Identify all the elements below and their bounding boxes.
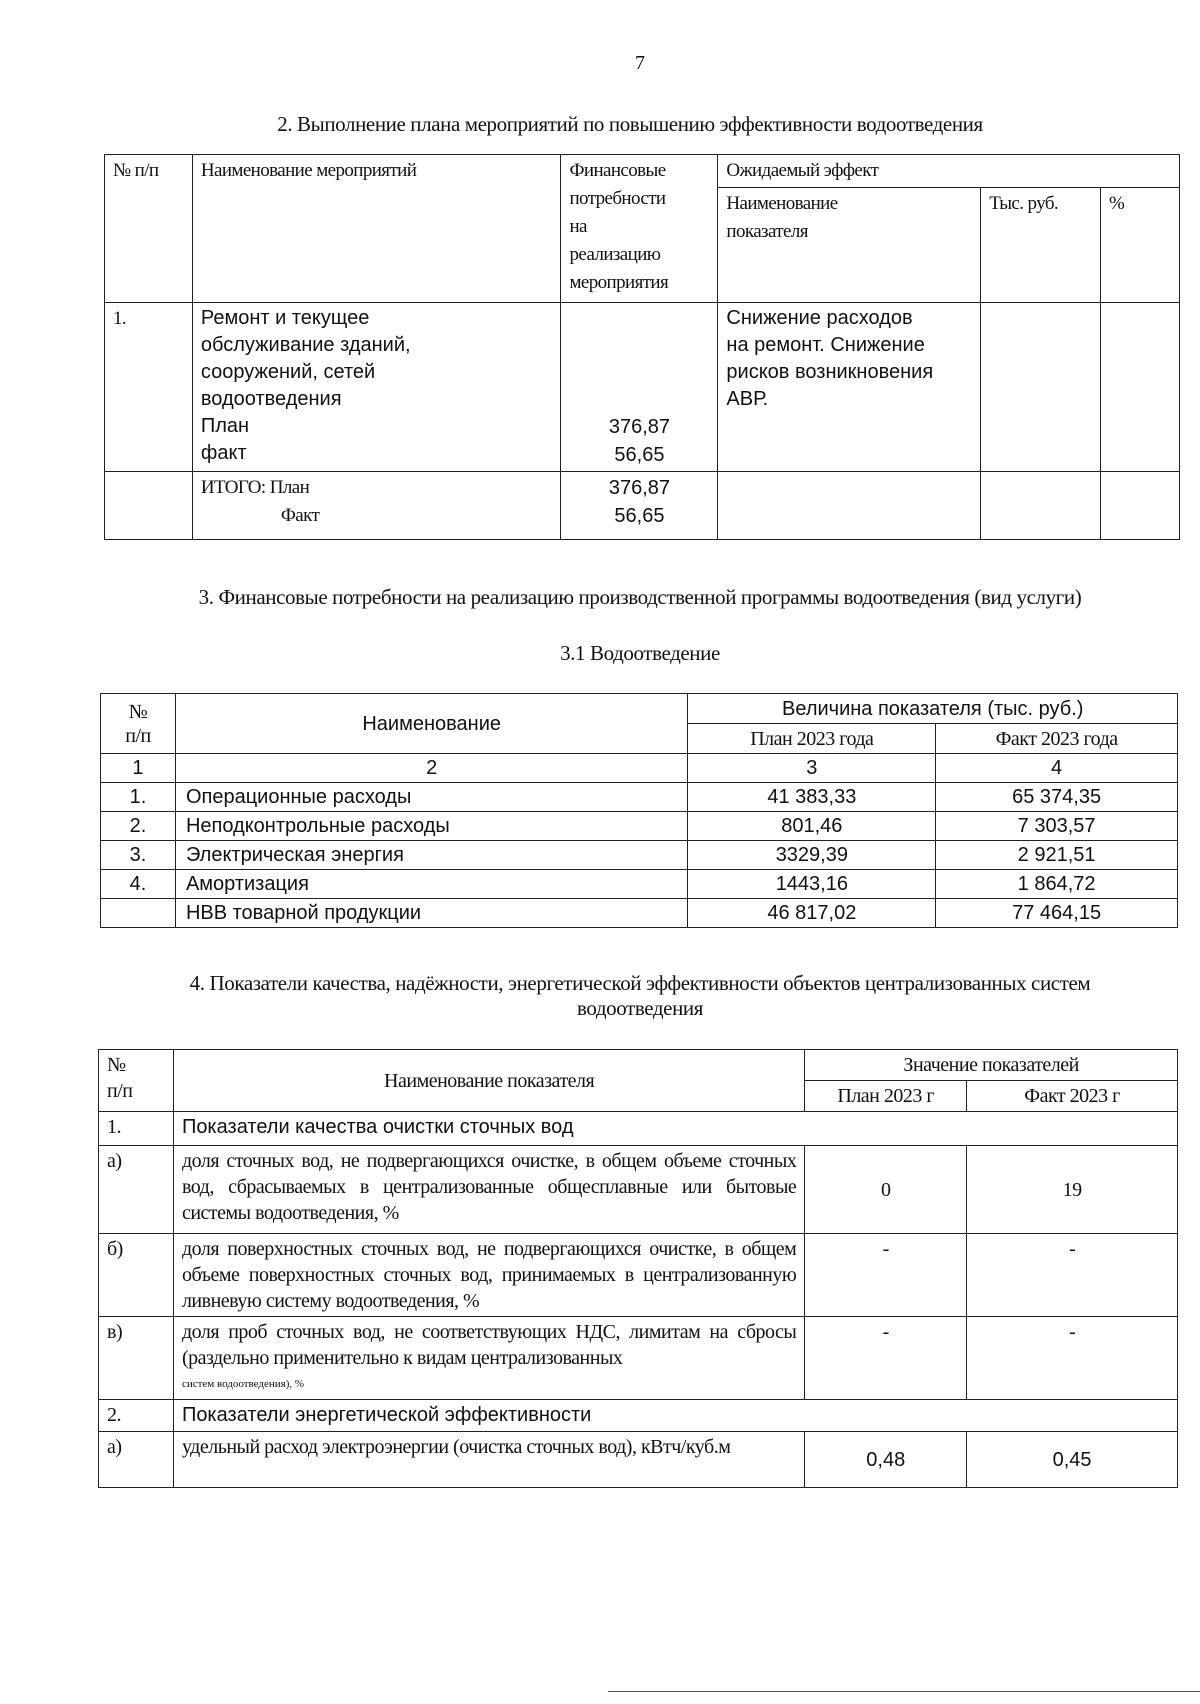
- table-row: 4. Амортизация 1443,16 1 864,72: [101, 870, 1178, 899]
- th-indicator: Наименование показателя: [718, 188, 981, 303]
- th-percent: %: [1101, 188, 1180, 303]
- col-number: 3: [688, 754, 936, 783]
- row-name: Ремонт и текущее обслуживание зданий, сооружений, сетей водоотведения План факт: [192, 303, 561, 472]
- col-number: 2: [175, 754, 688, 783]
- th-value: Величина показателя (тыс. руб.): [688, 694, 1178, 724]
- table-row: 3. Электрическая энергия 3329,39 2 921,51: [101, 841, 1178, 870]
- th-fact: Факт 2023 года: [936, 724, 1178, 754]
- th-num: № п/п: [105, 155, 193, 303]
- page-number: 7: [635, 52, 645, 74]
- th-name: Наименование: [175, 694, 688, 754]
- table-row: 2. Неподконтрольные расходы 801,46 7 303,57: [101, 812, 1178, 841]
- row-finance: 376,87 56,65: [561, 303, 718, 472]
- group-row: 2. Показатели энергетической эффективности: [99, 1400, 1178, 1432]
- section4-title: 4. Показатели качества, надёжности, энергетической эффективности объектов централизованных систем водоотведения: [189, 971, 1091, 1020]
- th-num: № п/п: [99, 1050, 174, 1112]
- th-plan: План 2023 года: [688, 724, 936, 754]
- th-num: № п/п: [101, 694, 176, 754]
- col-number: 1: [101, 754, 176, 783]
- table-row: а) удельный расход электроэнергии (очистка сточных вод), кВтч/куб.м 0,48 0,45: [99, 1432, 1178, 1488]
- group-row: 1. Показатели качества очистки сточных вод: [99, 1112, 1178, 1146]
- section2-title: 2. Выполнение плана мероприятий по повышению эффективности водоотведения: [277, 112, 983, 136]
- th-values: Значение показателей: [805, 1050, 1178, 1081]
- col-number: 4: [936, 754, 1178, 783]
- section3-title: 3. Финансовые потребности на реализацию производственной программы водоотведения (вид услуги): [198, 585, 1082, 609]
- table-indicators: [98, 1049, 1178, 1488]
- table-finance: [100, 693, 1178, 928]
- th-thousand-rub: Тыс. руб.: [981, 188, 1101, 303]
- th-name: Наименование показателя: [173, 1050, 804, 1112]
- table-row: в) доля проб сточных вод, не соответствующих НДС, лимитам на сбросы (раздельно применительно к видам централизованных систем водоотведения), % - -: [99, 1317, 1178, 1400]
- row-num: 1.: [105, 303, 193, 472]
- table-row: а) доля сточных вод, не подвергающихся очистке, в общем объеме сточных вод, сбрасываемых в централизованные общесплавные или бытовые системы водоотведения, % 0 19: [99, 1146, 1178, 1234]
- total-values: 376,87 56,65: [561, 472, 718, 540]
- table-row-total: НВВ товарной продукции 46 817,02 77 464,15: [101, 899, 1178, 928]
- table-row: 1. Операционные расходы 41 383,33 65 374,35: [101, 783, 1178, 812]
- row-effect: Снижение расходов на ремонт. Снижение рисков возникновения АВР.: [718, 303, 981, 472]
- th-name: Наименование мероприятий: [192, 155, 561, 303]
- table-row-total: [105, 472, 1180, 540]
- section3-subtitle: 3.1 Водоотведение: [560, 641, 720, 665]
- table-row: б) доля поверхностных сточных вод, не подвергающихся очистке, в общем объеме поверхностных сточных вод, принимаемых в централизованную ливневую систему водоотведения, % - -: [99, 1234, 1178, 1317]
- footer-divider: [608, 1691, 1200, 1692]
- total-label: ИТОГО: План Факт: [192, 472, 561, 540]
- table-row: [105, 303, 1180, 472]
- th-finance: Финансовые потребности на реализацию мероприятия: [561, 155, 718, 303]
- th-plan: План 2023 г: [805, 1081, 967, 1112]
- th-fact: Факт 2023 г: [967, 1081, 1178, 1112]
- th-effect: Ожидаемый эффект: [718, 155, 1180, 188]
- table-measures: [104, 154, 1180, 540]
